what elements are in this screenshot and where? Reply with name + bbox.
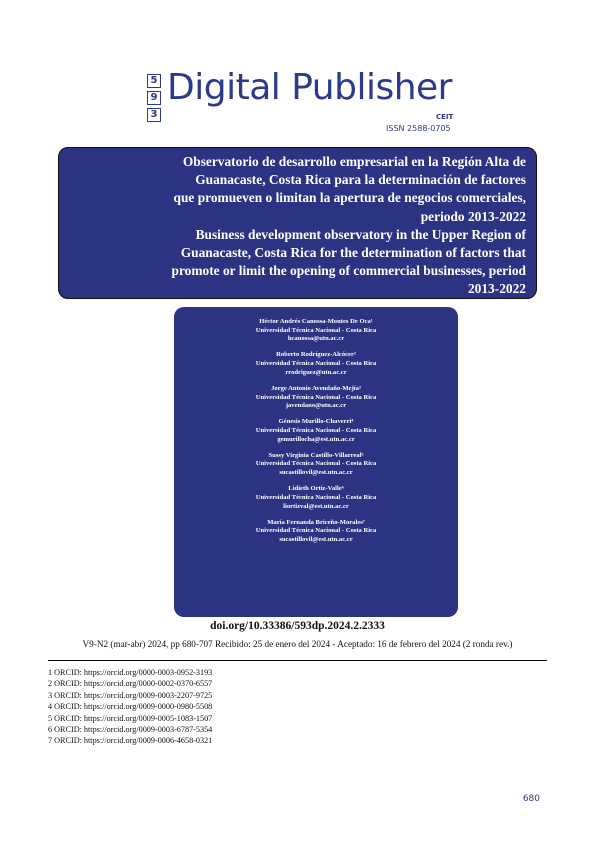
author-email[interactable]: javendano@utn.ac.cr — [285, 402, 347, 410]
title-line: Business development observatory in the Upper Region of — [195, 226, 526, 242]
author-block — [174, 452, 458, 478]
footnote-divider — [48, 660, 547, 661]
title-line: 2013-2022 — [467, 281, 526, 297]
author-affiliation: Universidad Técnica Nacional - Costa Rica — [255, 326, 377, 334]
author-name: Roberto Rodríguez-Alcócer² — [276, 351, 356, 359]
author-name: Génesis Murillo-Chaverri⁴ — [278, 418, 354, 426]
logo-digits — [147, 74, 161, 125]
author-affiliation: Universidad Técnica Nacional - Costa Rica — [255, 393, 377, 401]
logo-digit: 9 — [147, 91, 161, 105]
author-email[interactable]: gemurillocha@est.utn.ac.cr — [277, 435, 355, 443]
footnote-orcid[interactable]: 7 ORCID: https://orcid.org/0009-0006-4658-0321 — [48, 736, 213, 746]
author-email[interactable]: rrodriguez@utn.ac.cr — [285, 368, 347, 376]
footnote-orcid[interactable]: 6 ORCID: https://orcid.org/0009-0003-6787-5354 — [48, 725, 213, 735]
author-name: Sussy Virginia Castillo-Villarreal⁵ — [268, 451, 364, 459]
author-email[interactable]: liortizval@est.utn.ac.cr — [283, 502, 349, 510]
logo-digit: 5 — [147, 74, 161, 88]
footnote-orcid[interactable]: 2 ORCID: https://orcid.org/0000-0002-0370-6557 — [48, 679, 213, 689]
author-affiliation: Universidad Técnica Nacional - Costa Rica — [255, 493, 377, 501]
title-line: promote or limit the opening of commercial businesses, period — [171, 263, 526, 279]
title-box — [58, 147, 537, 299]
author-affiliation: Universidad Técnica Nacional - Costa Rica — [255, 427, 377, 434]
author-name: Jorge Antonio Avendaño-Mejía³ — [271, 384, 361, 392]
author-block — [174, 351, 458, 377]
author-email[interactable]: sucastillovil@est.utn.ac.cr — [279, 536, 353, 543]
author-block — [174, 418, 458, 444]
author-affiliation: Universidad Técnica Nacional - Costa Rica — [255, 360, 377, 368]
author-email[interactable]: hcanossa@utn.ac.cr — [287, 335, 345, 343]
logo-wordmark: Digital Publisher — [167, 67, 452, 108]
author-name: Lidieth Ortiz-Valle⁶ — [288, 485, 344, 493]
doi-link[interactable]: doi.org/10.33386/593dp.2024.2.2333 — [210, 620, 385, 632]
author-name: Héctor Andrés Canossa-Montes De Oca¹ — [259, 318, 373, 325]
authors-box — [174, 307, 458, 617]
author-affiliation: Universidad Técnica Nacional - Costa Rica — [255, 460, 377, 468]
author-email[interactable]: sucastillovil@est.utn.ac.cr — [279, 469, 353, 477]
title-line: Observatorio de desarrollo empresarial en la Región Alta de — [182, 154, 526, 169]
footnote-orcid[interactable]: 4 ORCID: https://orcid.org/0009-0000-0980-5508 — [48, 702, 213, 712]
author-name: María Fernanda Briceño-Morales⁷ — [267, 518, 365, 526]
author-block — [174, 485, 458, 511]
journal-logo — [147, 67, 467, 140]
author-block — [174, 385, 458, 411]
footnotes — [48, 667, 212, 747]
footnote-orcid[interactable]: 1 ORCID: https://orcid.org/0000-0003-0952-3193 — [48, 668, 213, 677]
author-affiliation: Universidad Técnica Nacional - Costa Rica — [255, 527, 377, 535]
issn-label: ISSN 2588-0705 — [386, 124, 451, 133]
author-block — [174, 519, 458, 545]
publication-meta: V9-N2 (mar-abr) 2024, pp 680-707 Recibido: 25 de enero del 2024 - Aceptado: 16 de febrero del 2024 (2 ronda rev.) — [82, 639, 513, 649]
logo-digit: 3 — [147, 108, 161, 122]
logo-subtitle: CEIT — [436, 113, 454, 121]
footnote-orcid[interactable]: 3 ORCID: https://orcid.org/0009-0003-2207-9725 — [48, 690, 213, 700]
title-line: Guanacaste, Costa Rica para la determinación de factores — [195, 172, 526, 188]
title-line: que promueven o limitan la apertura de negocios comerciales, — [173, 190, 526, 206]
author-block — [174, 318, 458, 344]
title-line: Guanacaste, Costa Rica for the determination of factors that — [180, 245, 526, 261]
footnote-orcid[interactable]: 5 ORCID: https://orcid.org/0009-0005-1083-1507 — [48, 713, 213, 723]
page-number: 680 — [522, 794, 540, 804]
title-line: periodo 2013-2022 — [420, 208, 526, 224]
